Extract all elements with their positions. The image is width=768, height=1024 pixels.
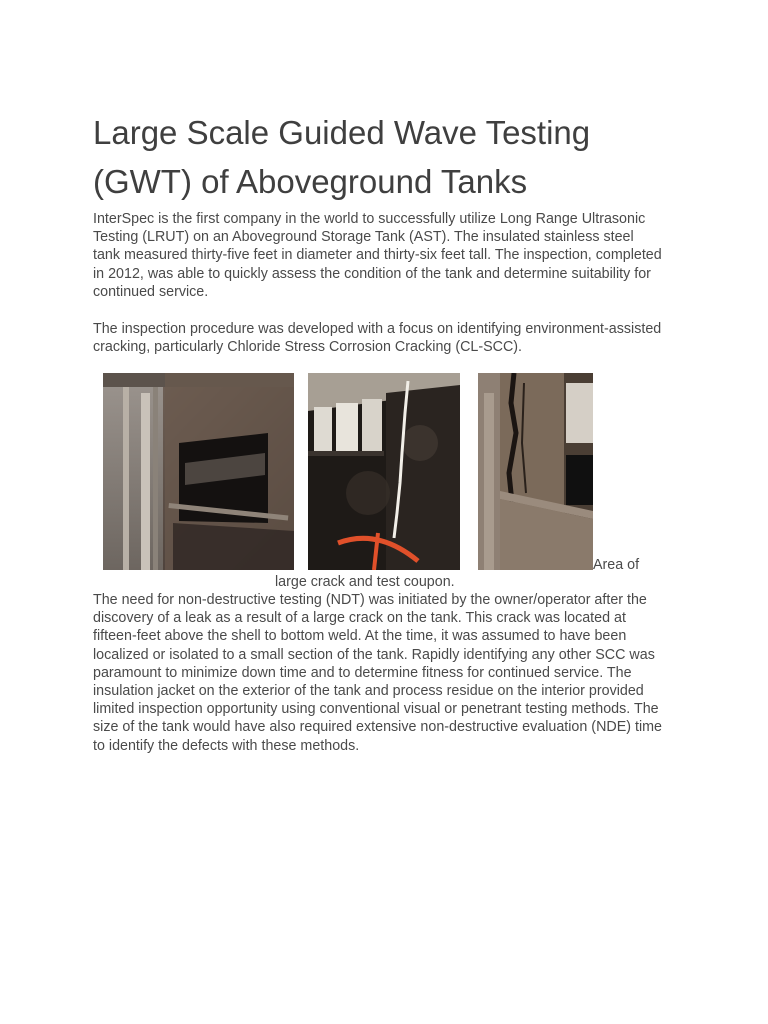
document-title: Large Scale Guided Wave Testing (GWT) of Aboveground Tanks — [93, 114, 591, 200]
tank-crack-photo — [308, 373, 460, 570]
intro-paragraph: InterSpec is the first company in the world to successfully utilize Long Range Ultrasonic Testing (LRUT) on an Aboveground Storage Tank (AST). The insulated stainless steel tank measured thirty-five feet in diameter and thirty-six feet tall. The inspection, completed in 2012, was able to quickly assess the condition of the tank and determine suitability for continued service. — [93, 211, 662, 300]
photo-caption-part2: large crack and test coupon. — [275, 574, 455, 590]
photo-caption-part1: Area of — [593, 557, 640, 573]
crack-closeup-photo — [478, 373, 593, 570]
tank-exterior-photo — [103, 373, 294, 570]
procedure-paragraph: The inspection procedure was developed with a focus on identifying environment-assisted cracking, particularly Chloride Stress Corrosion Cracking (CL-SCC). — [93, 321, 662, 356]
ndt-paragraph: The need for non-destructive testing (NDT) was initiated by the owner/operator after the discovery of a leak as a result of a large crack on the tank. This crack was located at fifteen-feet above the shell to bottom weld. At the time, it was assumed to have been localized or isolated to a small section of the tank. Rapidly identifying any other SCC was paramount to minimize down time and to determine fitness for continued service. The insulation jacket on the exterior of the tank and process residue on the interior provided limited inspection opportunity using conventional visual or penetrant testing methods. The size of the tank would have also required extensive non-destructive evaluation (NDE) time to identify the defects with these methods. — [93, 592, 662, 754]
